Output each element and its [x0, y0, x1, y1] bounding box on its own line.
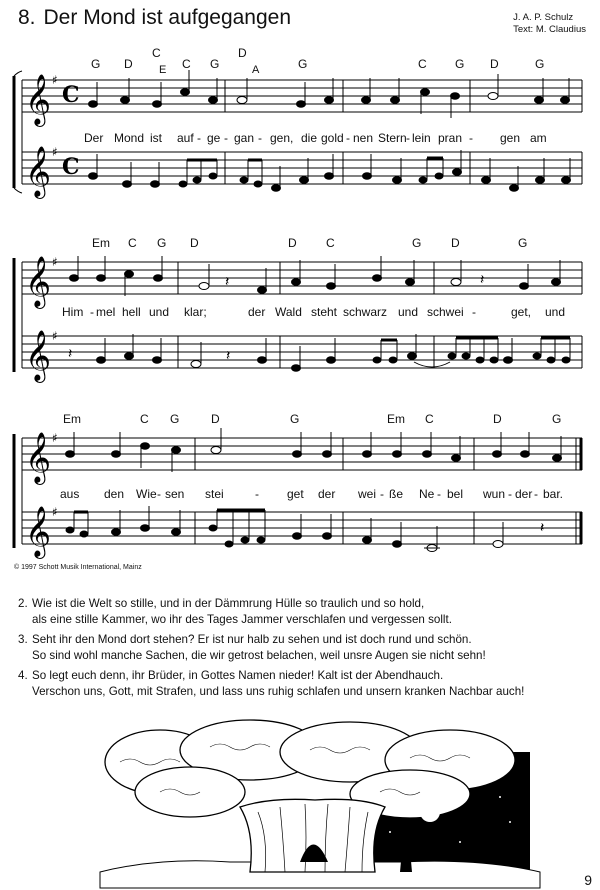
lyric-syllable: Wald	[275, 305, 302, 319]
svg-text:♯: ♯	[52, 329, 58, 343]
chord: C	[140, 412, 149, 426]
svg-text:♯: ♯	[52, 73, 58, 87]
chord: C	[152, 46, 161, 60]
verse-line: So legt euch denn, ihr Brüder, in Gottes Namen nieder! Kalt ist der Abendhauch.	[32, 669, 444, 682]
lyric-hyphen: -	[469, 131, 473, 145]
lyric-syllable: die	[301, 131, 318, 145]
chord: D	[288, 236, 297, 250]
lyric-syllable: und	[398, 305, 419, 319]
chord-row-2	[0, 236, 600, 256]
song-title	[18, 6, 291, 30]
lyric-syllable: hell	[122, 305, 141, 319]
lyric-hyphen: -	[437, 487, 441, 501]
svg-text:𝄽: 𝄽	[226, 347, 231, 363]
lyric-hyphen: -	[258, 131, 262, 145]
chord: Em	[92, 236, 110, 250]
treble-clef-icon: 𝄞	[25, 74, 52, 125]
chord: C	[425, 412, 434, 426]
lyric-syllable: den	[104, 487, 125, 501]
treble-clef-icon: 𝄞	[25, 256, 52, 307]
chord: G	[170, 412, 180, 426]
chord: G	[455, 57, 465, 71]
chord: C	[418, 57, 427, 71]
svg-text:𝄽: 𝄽	[540, 519, 545, 535]
lyric-hyphen: -	[346, 131, 350, 145]
composer: J. A. P. Schulz	[513, 12, 574, 23]
chord: C	[182, 57, 191, 71]
chord: G	[552, 412, 562, 426]
copyright: © 1997 Schott Musik International, Mainz	[14, 564, 142, 571]
lyric-hyphen: -	[255, 487, 259, 501]
chord: A	[252, 64, 260, 76]
lyrics-row-2	[0, 305, 600, 321]
lyricist: Text: M. Claudius	[513, 24, 586, 35]
chord: D	[451, 236, 460, 250]
lyric-hyphen: -	[90, 305, 94, 319]
lyric-hyphen: -	[508, 487, 512, 501]
chord: G	[91, 57, 101, 71]
lyric-syllable: bar.	[543, 487, 564, 501]
lyric-syllable: lein	[412, 131, 431, 145]
verse-line: Seht ihr den Mond dort stehen? Er ist nur halb zu sehen und ist doch rund und schön.	[32, 633, 472, 646]
svg-text:♯: ♯	[52, 255, 58, 269]
svg-text:C: C	[62, 154, 80, 180]
verse-number: 4.	[18, 669, 28, 682]
svg-text:C: C	[62, 82, 80, 108]
chord: D	[493, 412, 502, 426]
chord: D	[190, 236, 199, 250]
treble-clef-icon: 𝄞	[25, 146, 52, 197]
lyric-syllable: get,	[511, 305, 532, 319]
svg-text:𝄽: 𝄽	[225, 273, 230, 289]
chord: Em	[63, 412, 81, 426]
lyric-syllable: stei	[205, 487, 224, 501]
treble-clef-icon: 𝄞	[25, 432, 52, 483]
lyric-hyphen: -	[224, 131, 228, 145]
chord: G	[518, 236, 528, 250]
chord-row-1	[0, 46, 600, 76]
chord: Em	[387, 412, 405, 426]
lyric-syllable: am	[530, 131, 547, 145]
chord: G	[290, 412, 300, 426]
lyric-syllable: Der	[84, 131, 104, 145]
svg-text:𝄽: 𝄽	[480, 271, 485, 287]
credits	[513, 12, 586, 36]
lyric-syllable: ist	[150, 131, 162, 145]
chord: G	[412, 236, 422, 250]
lyric-syllable: Him	[62, 305, 84, 319]
svg-text:♯: ♯	[52, 145, 58, 159]
chord: D	[490, 57, 499, 71]
lyric-syllable: klar;	[184, 305, 207, 319]
lyric-syllable: der	[248, 305, 266, 319]
lyric-syllable: und	[545, 305, 566, 319]
verse-4	[18, 668, 593, 699]
chord: G	[535, 57, 545, 71]
verse-2	[18, 596, 593, 627]
lyric-syllable: gen,	[270, 131, 294, 145]
verse-line: So sind wohl manche Sachen, die wir getrost belachen, weil unsre Augen sie nicht sehn!	[32, 648, 486, 662]
lyric-syllable: get	[287, 487, 304, 501]
lyric-syllable: Ne	[419, 487, 435, 501]
chord-row-3	[0, 412, 600, 432]
lyric-syllable: wun	[483, 487, 506, 501]
svg-text:♯: ♯	[52, 431, 58, 445]
lyric-syllable: der	[318, 487, 336, 501]
lyric-syllable: auf	[177, 131, 194, 145]
chord: E	[159, 64, 167, 76]
oak-tree-illustration	[100, 722, 540, 888]
lyric-syllable: Stern	[378, 131, 407, 145]
lyric-syllable: Mond	[114, 131, 145, 145]
verse-number: 3.	[18, 633, 28, 646]
lyric-hyphen: -	[534, 487, 538, 501]
lyric-hyphen: -	[472, 305, 476, 319]
song-title-text: Der Mond ist aufgegangen	[43, 6, 292, 29]
lyric-hyphen: -	[157, 487, 161, 501]
svg-text:𝄽: 𝄽	[68, 345, 73, 361]
chord: G	[298, 57, 308, 71]
lyric-syllable: gold	[321, 131, 344, 145]
chord: C	[128, 236, 137, 250]
verse-line: Verschon uns, Gott, mit Strafen, und lass uns ruhig schlafen und unsern kranken Nachbar auch!	[32, 684, 525, 698]
verse-line: als eine stille Kammer, wo ihr des Tages Jammer verschlafen und vergessen sollt.	[32, 612, 452, 626]
lyric-syllable: aus	[60, 487, 80, 501]
lyric-syllable: gen	[500, 131, 521, 145]
lyric-syllable: schwei	[427, 305, 464, 319]
verse-line: Wie ist die Welt so stille, und in der Dämmrung Hülle so traulich und so hold,	[32, 597, 425, 610]
verse-3	[18, 632, 593, 663]
verses	[18, 596, 593, 704]
lyrics-row-1	[0, 131, 600, 147]
lyric-syllable: gan	[234, 131, 255, 145]
page-number: 9	[584, 872, 592, 888]
treble-clef-icon: 𝄞	[25, 330, 52, 381]
lyric-hyphen: -	[197, 131, 201, 145]
lyric-syllable: mel	[96, 305, 116, 319]
verse-number: 2.	[18, 597, 28, 610]
svg-text:♯: ♯	[52, 505, 58, 519]
lyric-syllable: Wie	[136, 487, 157, 501]
lyric-syllable: ge	[207, 131, 221, 145]
lyrics-row-3	[0, 487, 600, 503]
lyric-syllable: sen	[165, 487, 185, 501]
lyric-syllable: ße	[389, 487, 404, 501]
lyric-syllable: pran	[438, 131, 463, 145]
chord: D	[211, 412, 220, 426]
song-number: 8.	[18, 6, 36, 29]
lyric-syllable: der	[515, 487, 533, 501]
lyric-syllable: bel	[447, 487, 464, 501]
chord: G	[210, 57, 220, 71]
chord: D	[238, 46, 247, 60]
lyric-hyphen: -	[380, 487, 384, 501]
lyric-syllable: schwarz	[343, 305, 388, 319]
lyric-syllable: und	[149, 305, 170, 319]
lyric-syllable: wei	[358, 487, 377, 501]
chord: G	[157, 236, 167, 250]
lyric-syllable: steht	[311, 305, 338, 319]
music-system-2	[0, 256, 600, 386]
lyric-hyphen: -	[406, 131, 410, 145]
treble-clef-icon: 𝄞	[25, 506, 52, 557]
lyric-syllable: nen	[353, 131, 374, 145]
chord: C	[326, 236, 335, 250]
chord: D	[124, 57, 133, 71]
